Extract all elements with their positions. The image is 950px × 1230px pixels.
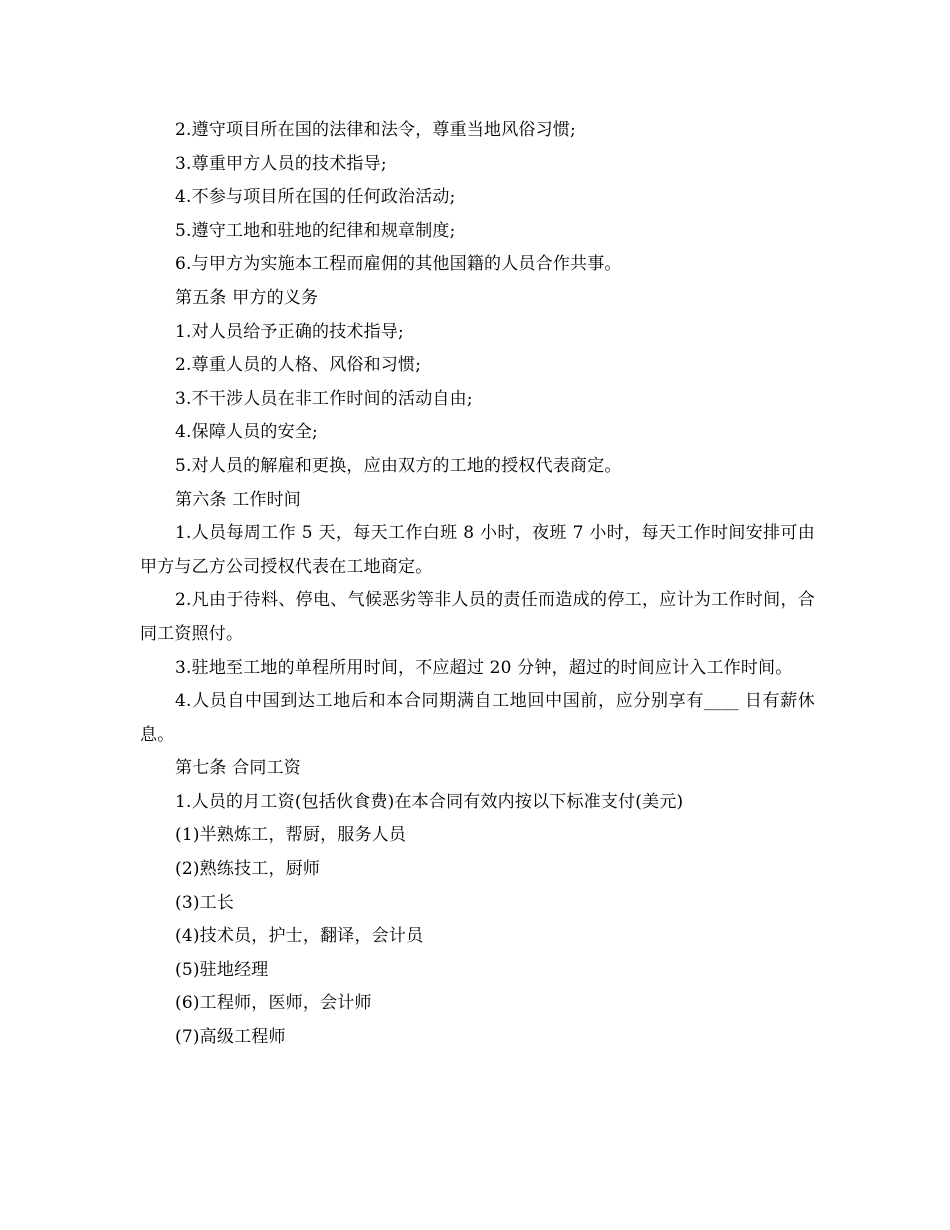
wage-category: (1)半熟炼工，帮厨，服务人员 bbox=[175, 825, 407, 846]
clause-text: 5.遵守工地和驻地的纪律和规章制度; bbox=[175, 220, 456, 241]
wage-category: (3)工长 bbox=[175, 892, 235, 913]
section-heading: 第七条 合同工资 bbox=[175, 758, 302, 779]
clause-paragraph: 4.人员自中国到达工地后和本合同期满自工地回中国前，应分别享有____ 日有薪休息。 bbox=[140, 691, 815, 745]
wage-category: (4)技术员，护士，翻译，会计员 bbox=[175, 926, 424, 947]
wage-category: (5)驻地经理 bbox=[175, 959, 269, 980]
clause-paragraph: 3.驻地至工地的单程所用时间，不应超过 20 分钟，超过的时间应计入工作时间。 bbox=[175, 657, 793, 678]
section-heading: 第五条 甲方的义务 bbox=[175, 287, 319, 308]
clause-text: 2.尊重人员的人格、风俗和习惯; bbox=[175, 355, 422, 376]
wage-category: (6)工程师，医师，会计师 bbox=[175, 993, 372, 1014]
clause-paragraph: 1.人员每周工作 5 天，每天工作白班 8 小时，夜班 7 小时，每天工作时间安排可由甲方与乙方公司授权代表在工地商定。 bbox=[140, 523, 815, 577]
section-heading: 第六条 工作时间 bbox=[175, 489, 302, 510]
clause-text: 4.不参与项目所在国的任何政治活动; bbox=[175, 187, 456, 208]
clause-text: 1.对人员给予正确的技术指导; bbox=[175, 321, 404, 342]
document-body bbox=[140, 114, 815, 1055]
clause-text: 1.人员的月工资(包括伙食费)在本合同有效内按以下标准支付(美元) bbox=[175, 791, 684, 812]
clause-text: 6.与甲方为实施本工程而雇佣的其他国籍的人员合作共事。 bbox=[175, 254, 622, 275]
clause-text: 4.保障人员的安全; bbox=[175, 422, 318, 443]
clause-text: 5.对人员的解雇和更换，应由双方的工地的授权代表商定。 bbox=[175, 455, 622, 476]
clause-text: 3.尊重甲方人员的技术指导; bbox=[175, 153, 387, 174]
clause-text: 2.遵守项目所在国的法律和法令，尊重当地风俗习惯; bbox=[175, 120, 576, 140]
wage-category: (7)高级工程师 bbox=[175, 1027, 286, 1048]
clause-paragraph: 2.凡由于待料、停电、气候恶劣等非人员的责任而造成的停工，应计为工作时间，合同工资照付。 bbox=[140, 590, 815, 644]
clause-text: 3.不干涉人员在非工作时间的活动自由; bbox=[175, 388, 473, 409]
wage-category: (2)熟练技工，厨师 bbox=[175, 859, 321, 880]
